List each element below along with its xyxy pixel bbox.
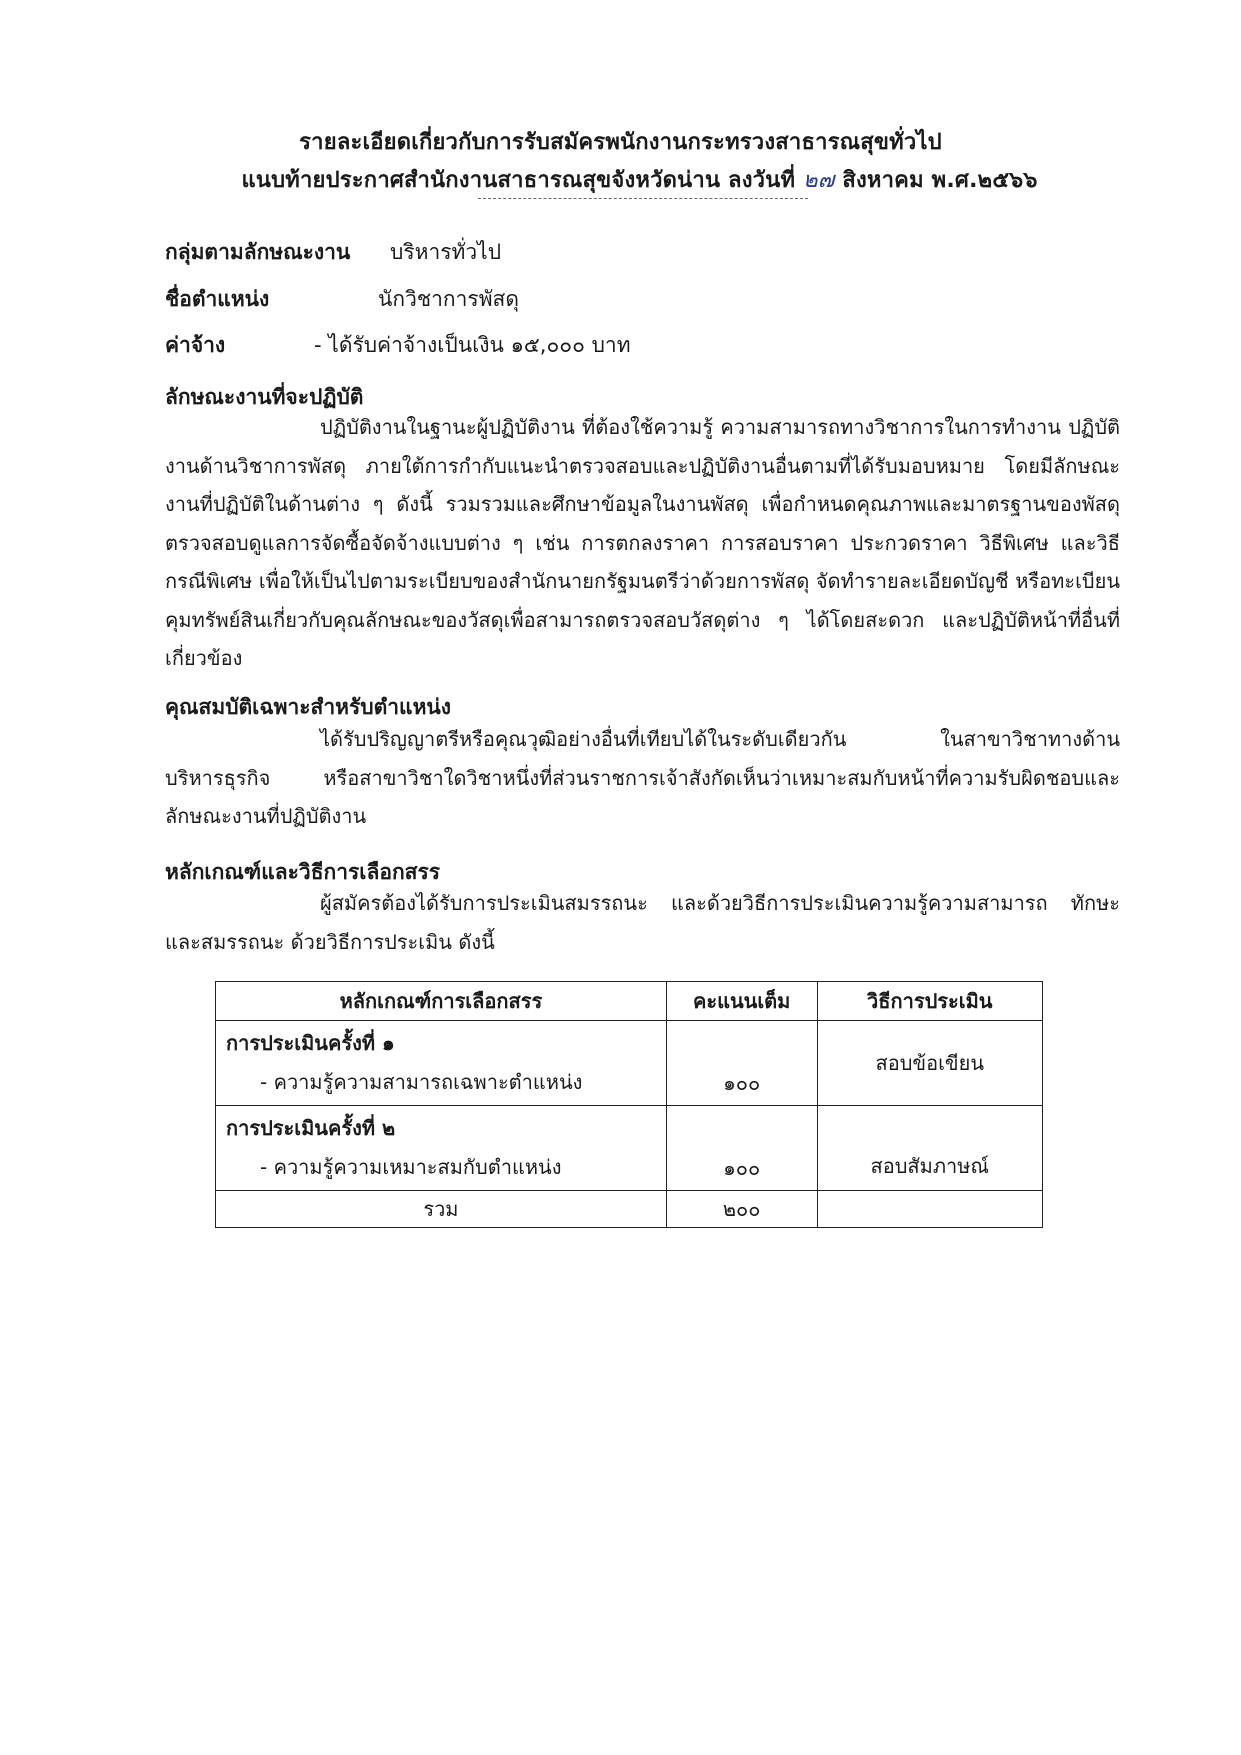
header-method: วิธีการประเมิน — [817, 982, 1043, 1021]
subtitle-prefix: แนบท้ายประกาศสำนักงานสาธารณสุขจังหวัดน่าน ลงวันที่ — [241, 168, 796, 193]
round-2-method: สอบสัมภาษณ์ — [817, 1106, 1043, 1191]
duties-heading: ลักษณะงานที่จะปฏิบัติ — [165, 385, 364, 409]
wage-value: - ได้รับค่าจ้างเป็นเงิน ๑๕,๐๐๐ บาท — [314, 333, 631, 357]
total-label: รวม — [216, 1191, 667, 1228]
duties-text: ปฏิบัติงานในฐานะผู้ปฏิบัติงาน ที่ต้องใช้ความรู้ ความสามารถทางวิชาการในการทำงาน ปฏิบัติงานด้านวิชาการพัสดุ ภายใต้การกำกับแนะนำตรวจสอบและปฏิบัติงานอื่นตามที่ได้รับมอบหมาย โดยมีลักษณะงานที่ปฏิบัติในด้านต่าง ๆ ดังนี้ รวมรวมและศึกษาข้อมูลในงานพัสดุ เพื่อกำหนดคุณภาพและมาตรฐานของพัสดุ ตรวจสอบดูแลการจัดซื้อจัดจ้างแบบต่าง ๆ เช่น การตกลงราคา การสอบราคา ประกวดราคา วิธีพิเศษ และวิธีกรณีพิเศษ เพื่อให้เป็นไปตามระเบียบของสำนักนายกรัฐมนตรีว่าด้วยการพัสดุ จัดทำรายละเอียดบัญชี หรือทะเบียนคุมทรัพย์สินเกี่ยวกับคุณลักษณะของวัสดุเพื่อสามารถตรวจสอบวัสดุต่าง ๆ ได้โดยสะดวก และปฏิบัติหน้าที่อื่นที่เกี่ยวข้อง — [165, 415, 1120, 670]
criteria-paragraph — [165, 884, 1120, 961]
dashed-divider — [478, 198, 808, 199]
round-1-title: การประเมินครั้งที่ ๑ — [226, 1031, 395, 1055]
group-value: บริหารทั่วไป — [390, 240, 502, 264]
group-label: กลุ่มตามลักษณะงาน — [165, 240, 351, 264]
handwritten-day: ๒๗ — [803, 168, 835, 193]
duties-paragraph — [165, 408, 1120, 678]
qualifications-paragraph — [165, 720, 1120, 836]
round-1-cell — [216, 1021, 667, 1106]
total-method-empty — [817, 1191, 1043, 1228]
round-2-score: ๑๐๐ — [666, 1106, 817, 1191]
round-1-score: ๑๐๐ — [666, 1021, 817, 1106]
criteria-heading: หลักเกณฑ์และวิธีการเลือกสรร — [165, 860, 441, 884]
round-1-item: - ความรู้ความสามารถเฉพาะตำแหน่ง — [260, 1070, 583, 1094]
document-title: รายละเอียดเกี่ยวกับการรับสมัครพนักงานกระทรวงสาธารณสุขทั่วไป — [299, 130, 942, 155]
criteria-table — [215, 981, 1043, 1228]
document-subtitle — [0, 162, 1241, 197]
header-criteria: หลักเกณฑ์การเลือกสรร — [216, 982, 667, 1021]
total-score: ๒๐๐ — [666, 1191, 817, 1228]
header-full-score: คะแนนเต็ม — [666, 982, 817, 1021]
table-row — [216, 1021, 1043, 1106]
subtitle-suffix: สิงหาคม พ.ศ.๒๕๖๖ — [842, 168, 1038, 193]
qualifications-heading: คุณสมบัติเฉพาะสำหรับตำแหน่ง — [165, 695, 452, 719]
round-2-title: การประเมินครั้งที่ ๒ — [226, 1116, 396, 1140]
table-total-row — [216, 1191, 1043, 1228]
table-header-row — [216, 982, 1043, 1021]
round-1-method: สอบข้อเขียน — [817, 1021, 1043, 1106]
position-value: นักวิชาการพัสดุ — [378, 287, 519, 311]
qualifications-text: ได้รับปริญญาตรีหรือคุณวุฒิอย่างอื่นที่เทียบได้ในระดับเดียวกัน ในสาขาวิชาทางด้านบริหารธุรกิจ หรือสาขาวิชาใดวิชาหนึ่งที่ส่วนราชการเจ้าสังกัดเห็นว่าเหมาะสมกับหน้าที่ความรับผิดชอบและลักษณะงานที่ปฏิบัติงาน — [165, 727, 1120, 828]
round-2-cell — [216, 1106, 667, 1191]
round-2-item: - ความรู้ความเหมาะสมกับตำแหน่ง — [260, 1155, 562, 1179]
wage-label: ค่าจ้าง — [165, 333, 226, 357]
position-label: ชื่อตำแหน่ง — [165, 287, 270, 311]
criteria-text: ผู้สมัครต้องได้รับการประเมินสมรรถนะ และด้วยวิธีการประเมินความรู้ความสามารถ ทักษะ และสมรรถนะ ด้วยวิธีการประเมิน ดังนี้ — [165, 891, 1120, 954]
table-row — [216, 1106, 1043, 1191]
